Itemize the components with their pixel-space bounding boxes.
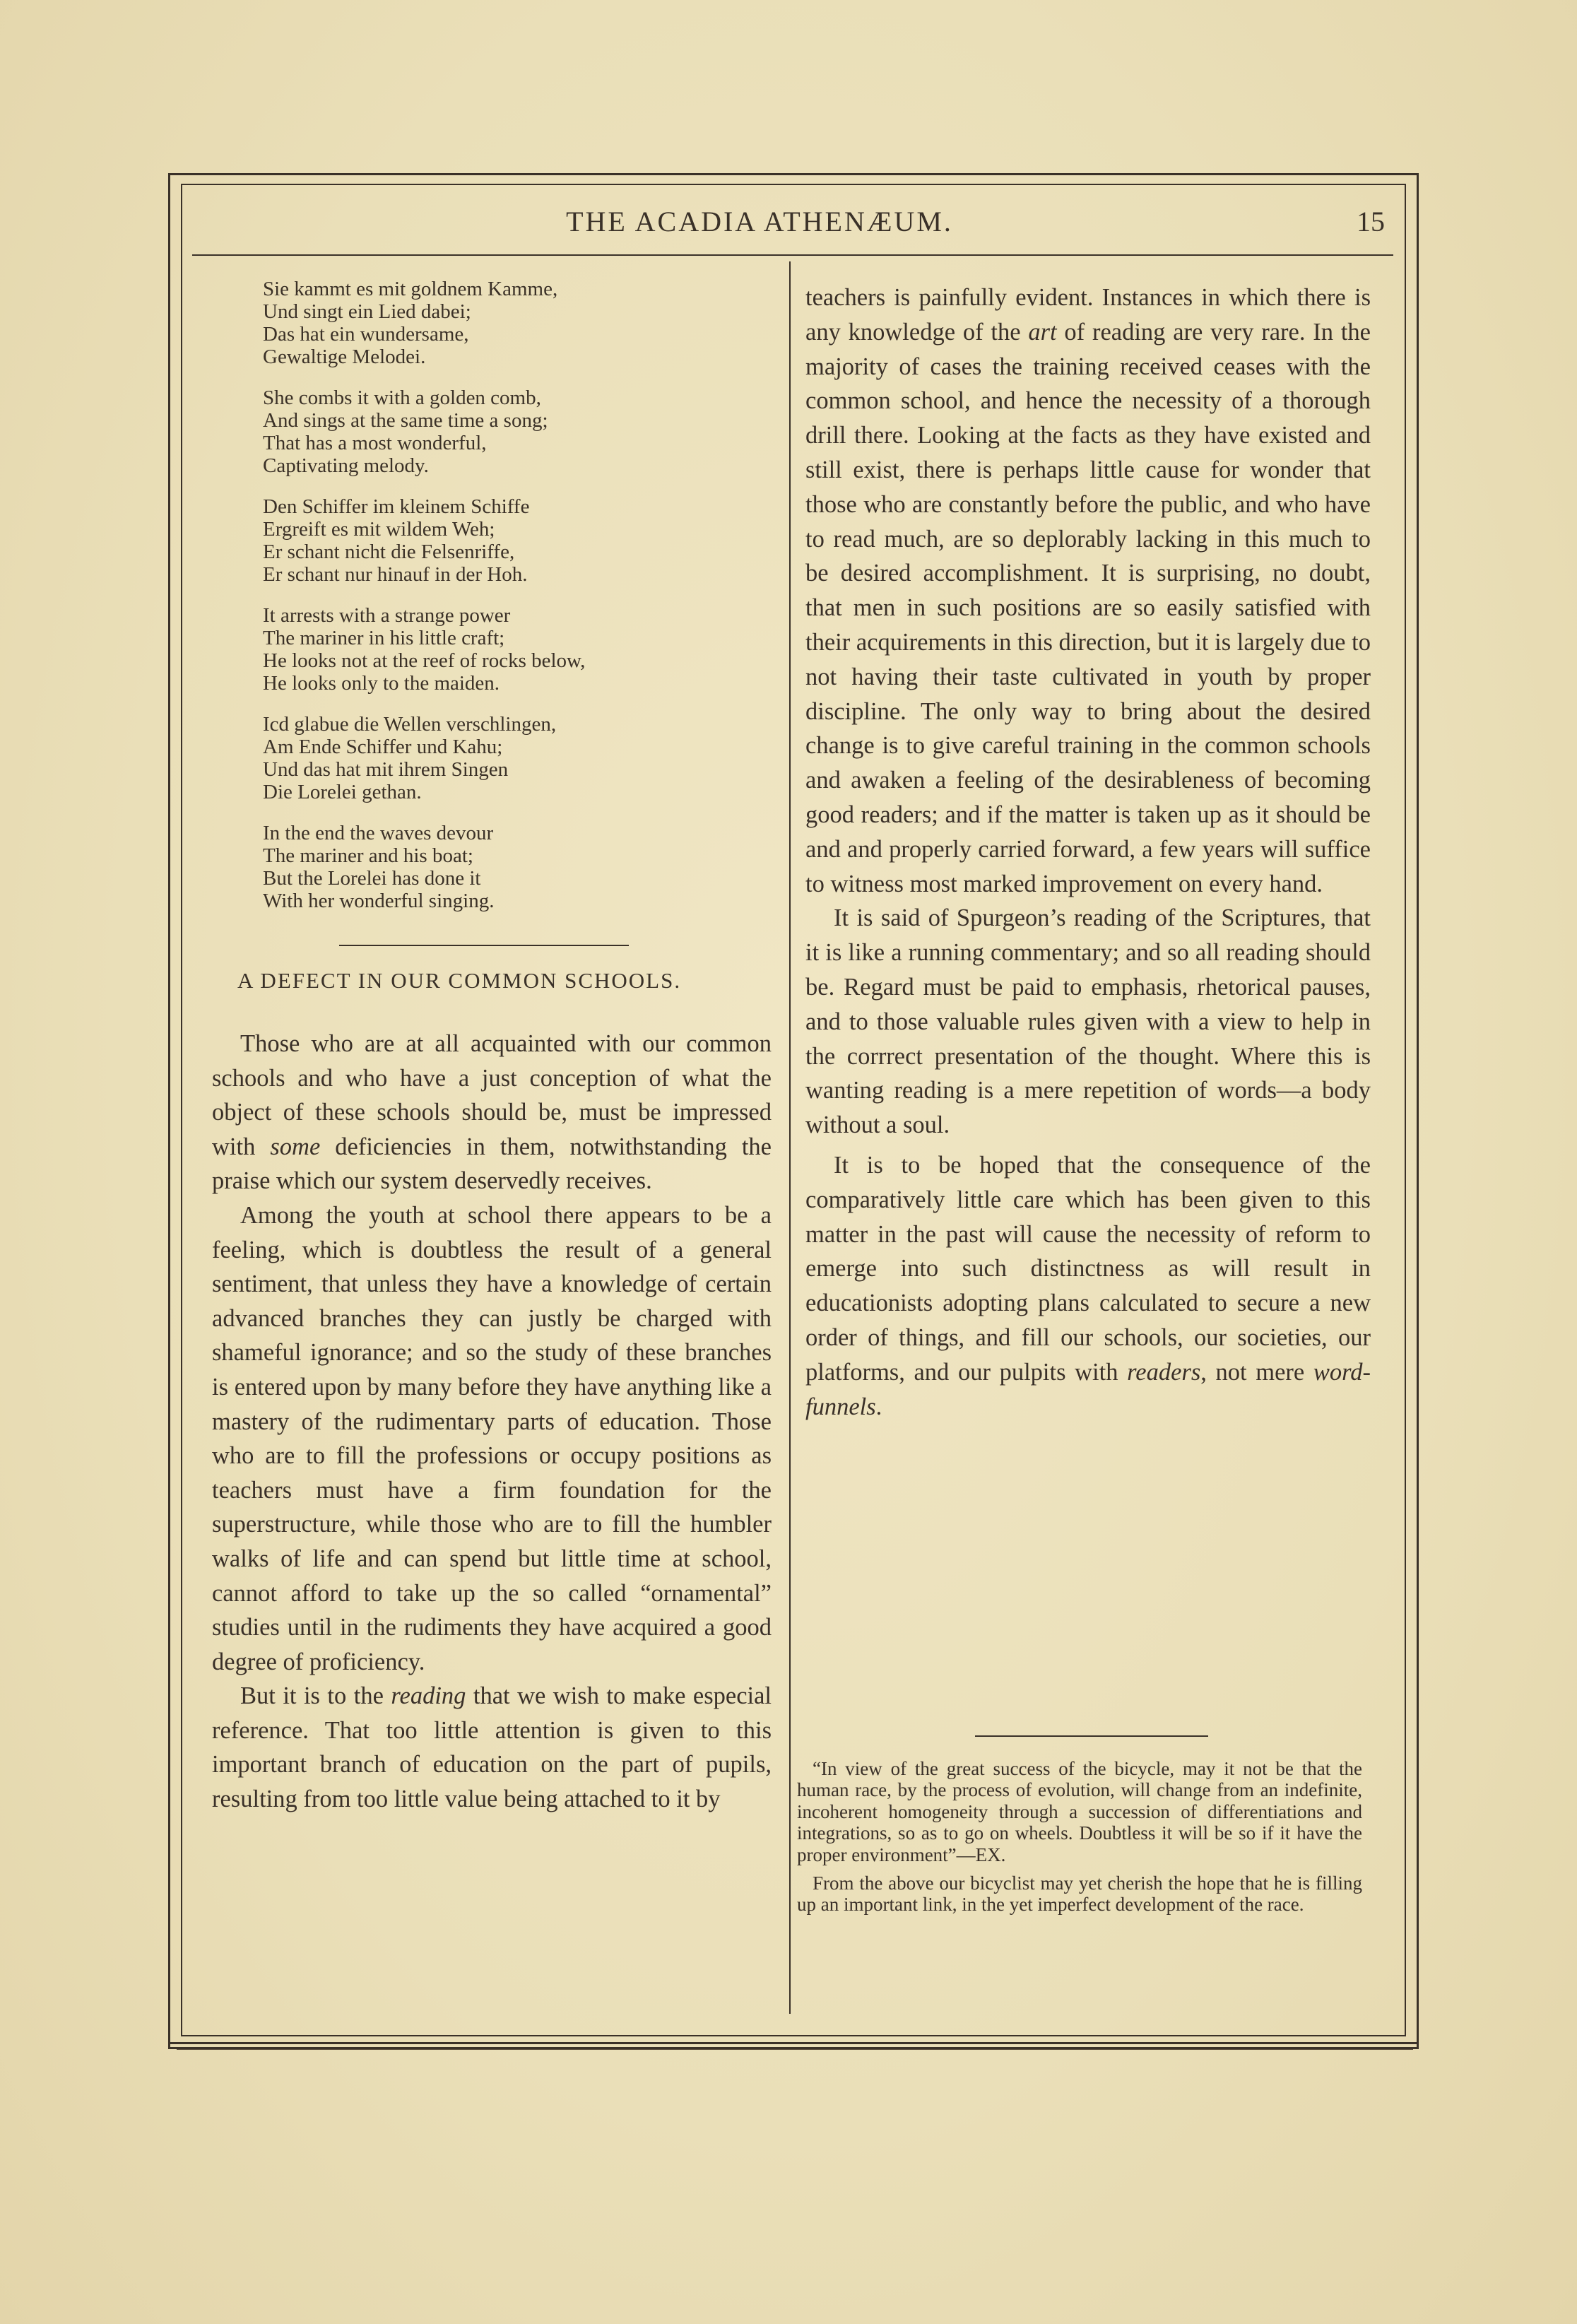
- article-paragraph: [212, 1027, 772, 1198]
- poem-stanza: [263, 495, 772, 586]
- poem-line: But the Lorelei has done it: [263, 867, 481, 890]
- poem-stanza: [263, 387, 772, 477]
- poem-line: The mariner in his little craft;: [263, 627, 505, 649]
- poem-stanza: [263, 278, 772, 368]
- article-left-column: [212, 1027, 772, 1817]
- footnote-comment: From the above our bicyclist may yet cherish the hope that he is filling up an important link, in the yet imperfect development of the race.: [797, 1872, 1362, 1916]
- article-title: A DEFECT IN OUR COMMON SCHOOLS.: [237, 968, 682, 993]
- paragraph-text: Among the youth at school there appears to be a feeling, which is doubtless the result of a general sentiment, that unless they have a knowledge of certain advanced branches they can justly be charged with shameful ignorance; and so the study of these branches is entered upon by many before they have anything like a mastery of the rudimentary parts of education. Those who are to fill the professions or occupy positions as teachers must have a firm foundation for the superstructure, while those who are to fill the humbler walks of life and can spend but little time at school, cannot afford to take up the so called “ornamental” studies until in the rudiments they have acquired a good degree of proficiency.: [212, 1201, 772, 1675]
- section-rule: [975, 1735, 1208, 1737]
- article-right-column: [805, 281, 1371, 1424]
- paragraph-text: It is said of Spurgeon’s reading of the Scriptures, that it is like a running commentary; and so all reading should be. Regard must be paid to emphasis, rhetorical pauses, and to those valuable rules given with a view to help in the corrrect presentation of the thought. Where this is wanting reading is a mere repetition of words—a body without a soul.: [805, 904, 1371, 1139]
- poem-line: She combs it with a golden comb,: [263, 387, 541, 409]
- section-rule: [339, 945, 629, 946]
- emphasis-text: word-funnels: [805, 1358, 1371, 1420]
- bottom-rule: [168, 2042, 1419, 2044]
- emphasis-text: readers: [1127, 1358, 1201, 1386]
- poem-stanza: [263, 713, 772, 803]
- poem-line: Und singt ein Lied dabei;: [263, 300, 471, 323]
- poem-line: In the end the waves devour: [263, 822, 494, 844]
- column-divider: [789, 261, 791, 2014]
- bottom-rule: [177, 2049, 1413, 2050]
- poem-stanza: [263, 604, 772, 695]
- poem-line: Ergreift es mit wildem Weh;: [263, 518, 495, 541]
- paragraph-text: teachers is painfully evident. Instances in which there is any knowledge of the: [805, 284, 1371, 346]
- article-paragraph: [805, 901, 1371, 1143]
- poem-line: And sings at the same time a song;: [263, 409, 548, 432]
- emphasis-text: some: [270, 1133, 321, 1160]
- running-header-title: THE ACADIA ATHENÆUM.: [566, 206, 953, 237]
- poem: [263, 278, 772, 931]
- poem-line: Am Ende Schiffer und Kahu;: [263, 736, 503, 758]
- poem-line: Und das hat mit ihrem Singen: [263, 758, 509, 781]
- poem-line: Icd glabue die Wellen verschlingen,: [263, 713, 557, 736]
- paragraph-text: , not mere: [1200, 1358, 1313, 1386]
- paragraph-text: deficiencies in them, notwithstanding the praise which our system deservedly receives.: [212, 1133, 772, 1195]
- paragraph-text: of reading are very rare. In the majority of cases the training received ceases with the common school, and hence the necessity of a thorough drill there. Looking at the facts as they have existed and still exist, there is perhaps little cause for wonder that those who are constantly before the public, and who have to read much, are so deplorably lacking in this much to be desired accomplishment. It is surprising, no doubt, that men in such positions are so easily satisfied with their acquirements in this direction, but it is largely due to not having their taste cultivated in youth by proper discipline. The only way to bring about the desired change is to give careful training in the common schools and awaken a feeling of the desirableness of becoming good readers; and if the matter is taken up as it should be and and properly carried forward, a few years will suffice to witness most marked improvement on every hand.: [805, 318, 1371, 897]
- poem-line: Die Lorelei gethan.: [263, 781, 422, 803]
- article-paragraph: [805, 281, 1371, 901]
- poem-line: That has a most wonderful,: [263, 432, 487, 454]
- header-rule: [192, 254, 1393, 256]
- emphasis-text: reading: [391, 1682, 466, 1710]
- emphasis-text: art: [1028, 318, 1057, 346]
- poem-line: Sie kammt es mit goldnem Kamme,: [263, 278, 558, 300]
- poem-line: He looks only to the maiden.: [263, 672, 500, 695]
- article-paragraph: [805, 1148, 1371, 1424]
- poem-line: The mariner and his boat;: [263, 844, 473, 867]
- paragraph-text: It is to be hoped that the consequence of the comparatively little care which has been given to this matter in the past will cause the necessity of reform to emerge into such distinctness as will result in educationists adopting plans calculated to secure a new order of things, and fill our schools, our societies, our platforms, and our pulpits with: [805, 1151, 1371, 1386]
- poem-line: Er schant nur hinauf in der Hoh.: [263, 563, 528, 586]
- poem-line: Den Schiffer im kleinem Schiffe: [263, 495, 530, 518]
- article-paragraph: [212, 1198, 772, 1679]
- paragraph-text: that we wish to make especial reference. That too little attention is given to this important branch of education on the part of pupils, resulting from too little value being attached to it by: [212, 1682, 772, 1813]
- footnote-quote: “In view of the great success of the bicycle, may it not be that the human race, by the process of evolution, will change from an indefinite, incoherent homogeneity through a succession of differentiations and integrations, so as to go on wheels. Doubtless it will be so if it have the proper environment”—EX.: [797, 1758, 1362, 1865]
- poem-line: Er schant nicht die Felsenriffe,: [263, 541, 515, 563]
- poem-line: With her wonderful singing.: [263, 890, 495, 912]
- paragraph-text: .: [875, 1393, 882, 1420]
- poem-stanza: [263, 822, 772, 912]
- page-number: 15: [1357, 206, 1385, 237]
- paragraph-text: Those who are at all acquainted with our common schools and who have a just conception of what the object of these schools should be, must be impressed with: [212, 1030, 772, 1160]
- poem-line: It arrests with a strange power: [263, 604, 511, 627]
- poem-line: Captivating melody.: [263, 454, 429, 477]
- footnote: [797, 1758, 1362, 1916]
- poem-line: Gewaltige Melodei.: [263, 346, 426, 368]
- paragraph-text: But it is to the: [240, 1682, 391, 1710]
- article-paragraph: [212, 1679, 772, 1816]
- poem-line: Das hat ein wundersame,: [263, 323, 469, 346]
- poem-line: He looks not at the reef of rocks below,: [263, 649, 586, 672]
